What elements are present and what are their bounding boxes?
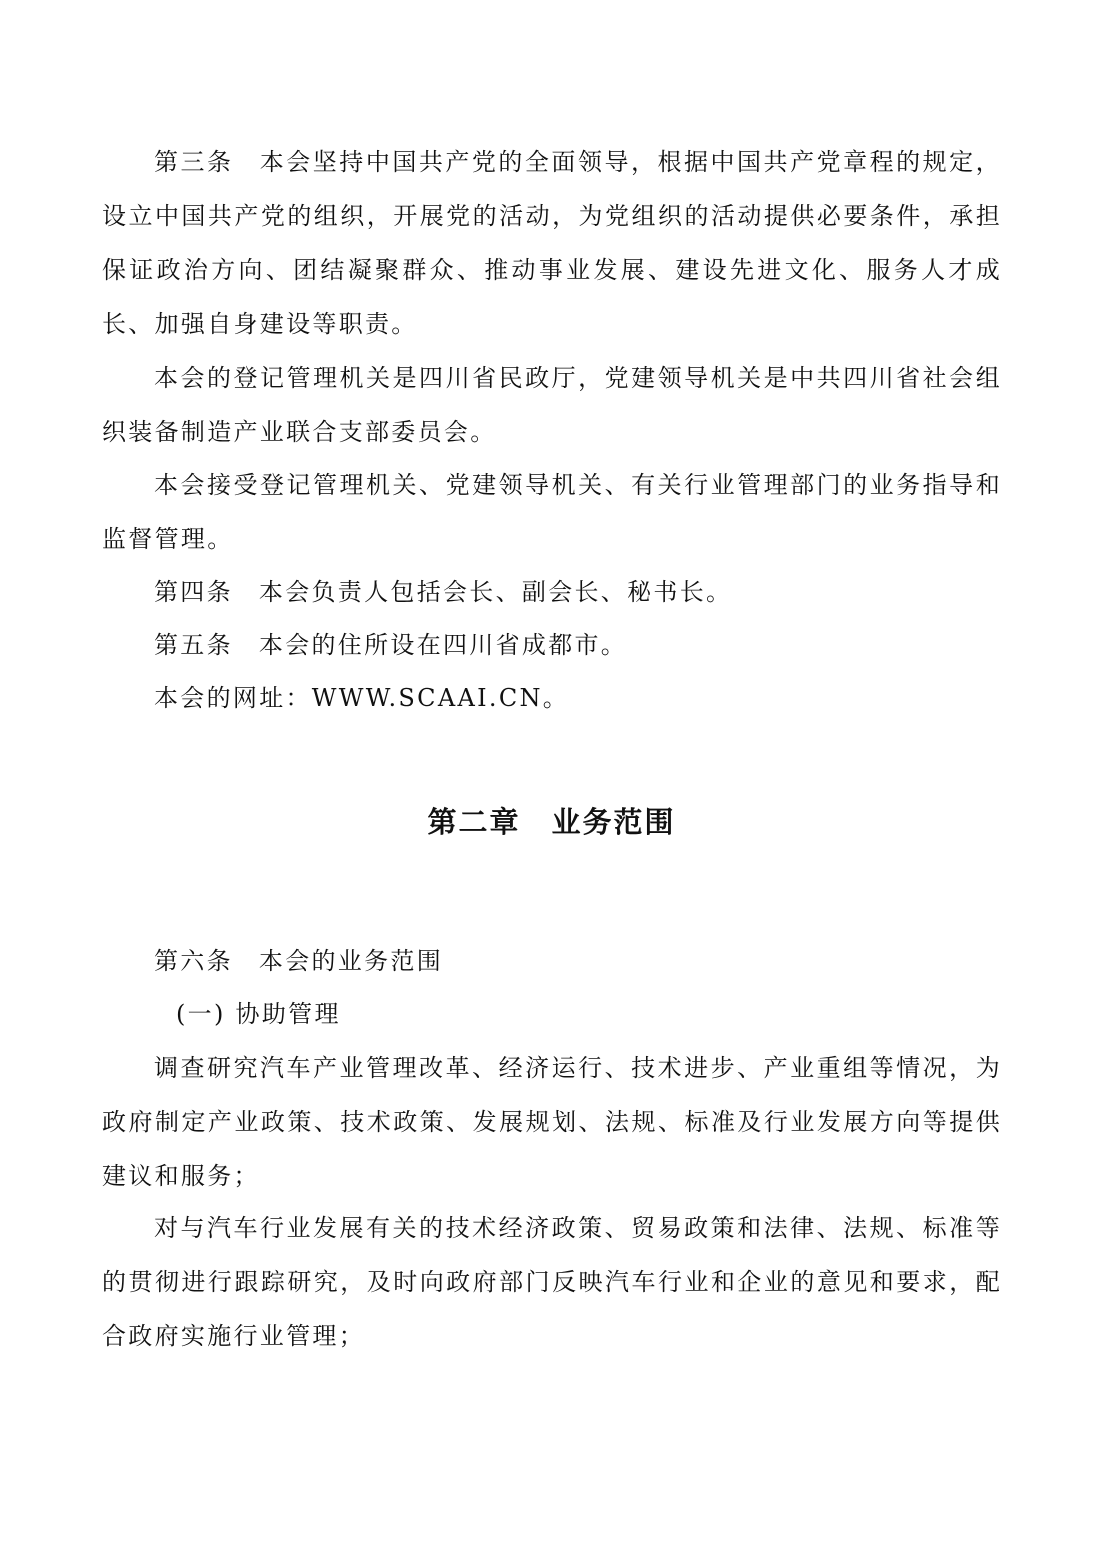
article-4-paragraph <box>154 565 732 619</box>
item-1-title: (一) 协助管理 <box>176 1000 341 1028</box>
article-3-text: 本会坚持中国共产党的全面领导，根据中国共产党章程的规定，设立中国共产党的组织，开展党的活动，为党组织的活动提供必要条件，承担保证政治方向、团结凝聚群众、推动事业发展、建设先进文化、服务人才成长、加强自身建设等职责。 <box>102 148 1002 338</box>
article-6-text: 本会的业务范围 <box>258 947 444 975</box>
article-3-number: 第三条 <box>154 148 234 176</box>
article-6-number: 第六条 <box>154 947 233 975</box>
article-4-text: 本会负责人包括会长、副会长、秘书长。 <box>258 578 733 606</box>
item-1-paragraph-1: 调查研究汽车产业管理改革、经济运行、技术进步、产业重组等情况，为政府制定产业政策、技术政策、发展规划、法规、标准及行业发展方向等提供建议和服务； <box>102 1054 1002 1190</box>
article-5-text: 本会的住所设在四川省成都市。 <box>258 631 628 659</box>
article-5-paragraph <box>154 618 627 672</box>
supervision-paragraph: 本会接受登记管理机关、党建领导机关、有关行业管理部门的业务指导和监督管理。 <box>102 471 1002 553</box>
article-6-paragraph <box>154 934 443 988</box>
article-3-paragraph <box>102 135 1002 351</box>
chapter-2-heading: 第二章 业务范围 <box>427 805 676 839</box>
item-1-paragraph-2: 对与汽车行业发展有关的技术经济政策、贸易政策和法律、法规、标准等的贯彻进行跟踪研究，及时向政府部门反映汽车行业和企业的意见和要求，配合政府实施行业管理； <box>102 1214 1002 1350</box>
registration-authority-paragraph: 本会的登记管理机关是四川省民政厅，党建领导机关是中共四川省社会组织装备制造产业联合支部委员会。 <box>102 364 1002 446</box>
article-4-number: 第四条 <box>154 578 233 606</box>
website-line: 本会的网址：WWW.SCAAI.CN。 <box>154 684 570 712</box>
article-5-number: 第五条 <box>154 631 233 659</box>
